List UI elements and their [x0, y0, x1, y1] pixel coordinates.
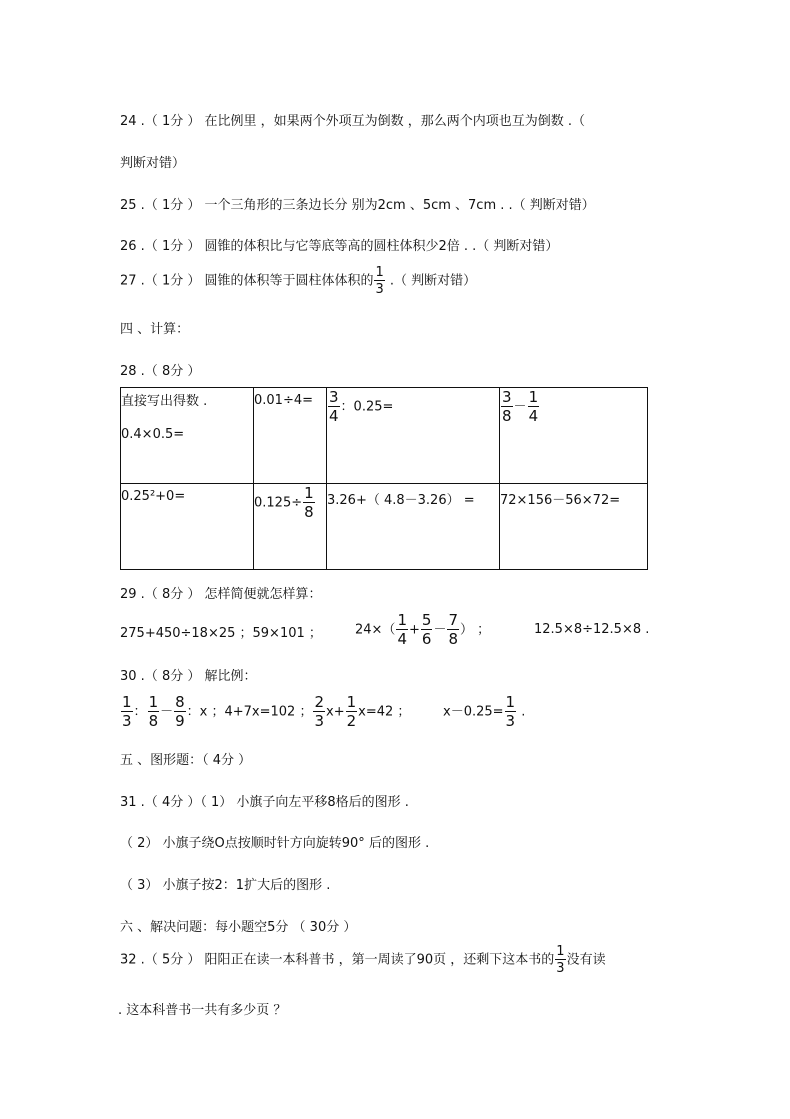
expr-0.01div4: 0.01÷4=: [254, 393, 314, 408]
question-31-part-2: （ 2） 小旗子绕O点按顺时针方向旋转90° 后的图形 .: [120, 836, 430, 851]
e2-f1-denominator: 4: [397, 630, 407, 648]
a-f2-denominator: 8: [148, 712, 159, 730]
expr-3.26-sum: 3.26+（ 4.8－3.26） =: [327, 493, 475, 508]
table-cell-f: [254, 484, 327, 570]
question-31-part-3: （ 3） 小旗子按2：1扩大后的图形 .: [120, 878, 331, 893]
fraction-2-3: [313, 695, 325, 729]
question-27: [120, 266, 476, 296]
fraction-one-third-q32: [555, 945, 565, 975]
table-cell-intro: [121, 388, 254, 484]
section-6-title: 六 、解决问题：每小题空5分 （ 30分 ）: [120, 920, 357, 935]
expr-0.4x0.5: 0.4×0.5=: [121, 427, 185, 442]
question-31: 31 .（ 4分 ）（ 1） 小旗子向左平移8格后的图形 .: [120, 795, 409, 810]
question-30-header: 30 .（ 8分 ） 解比例：: [120, 669, 257, 684]
fraction-1-4: [396, 613, 408, 647]
question-32: [120, 945, 606, 975]
b-mid: x+: [326, 704, 345, 720]
table-cell-d: [500, 388, 648, 484]
fraction-8-9: [174, 695, 186, 729]
cell-c-numerator: 3: [329, 388, 339, 406]
cell-d-denominator-1: 8: [502, 407, 512, 425]
q29-e2-op2: －: [433, 622, 447, 638]
fraction-three-eighths: [501, 390, 513, 424]
c-prefix: x－0.25=: [443, 704, 504, 720]
cell-f-numerator: 1: [304, 484, 314, 502]
question-24-continued: 判断对错）: [120, 156, 186, 171]
q27-suffix: .（ 判断对错）: [385, 273, 477, 289]
table-cell-c: [327, 388, 500, 484]
table-instruction: 直接写出得数 .: [121, 394, 208, 409]
b-rest: x=42 ；: [358, 704, 411, 720]
fraction-one-third: [374, 266, 384, 296]
q30-equation-1: [120, 695, 410, 729]
question-25: 25 .（ 1分 ） 一个三角形的三条边长分 别为2cm 、5cm 、7cm . .（ 判断对错）: [120, 198, 595, 213]
q29-expression-3: 12.5×8÷12.5×8 .: [534, 622, 650, 637]
b-f1-numerator: 2: [314, 693, 325, 711]
fraction-1-8: [148, 695, 160, 729]
a-f3-denominator: 9: [175, 712, 185, 730]
table-cell-b: [254, 388, 327, 484]
a-f2-numerator: 1: [148, 693, 159, 711]
a-f3-numerator: 8: [175, 693, 185, 711]
q29-e2-suffix: ） ；: [460, 622, 491, 638]
fraction-one-quarter: [528, 390, 540, 424]
b-f2-numerator: 1: [346, 693, 357, 711]
q32-frac-numerator: 1: [556, 944, 565, 959]
question-28-header: 28 .（ 8分 ）: [120, 364, 201, 379]
c-denominator: 3: [505, 712, 516, 730]
cell-d-denominator-2: 4: [528, 407, 539, 425]
question-26: 26 .（ 1分 ） 圆锥的体积比与它等底等高的圆柱体积少2倍 . .（ 判断对错）: [120, 239, 559, 254]
table-cell-e: [121, 484, 254, 570]
section-4-title: 四 、计算：: [120, 322, 190, 337]
cell-d-numerator-1: 3: [502, 388, 512, 406]
a-colon: ：: [133, 704, 147, 720]
e2-f3-denominator: 8: [448, 630, 458, 648]
a-dash: －: [160, 704, 174, 720]
cell-d-numerator-2: 1: [528, 388, 539, 406]
table-cell-g: [327, 484, 500, 570]
q32-prefix: 32 .（ 5分 ） 阳阳正在读一本科普书 ，第一周读了90页 ，还剩下这本书的: [120, 952, 555, 968]
c-numerator: 1: [505, 693, 516, 711]
a-rest: ：x ；4+7x=102 ；: [186, 704, 313, 720]
fraction-one-eighth: [303, 486, 315, 520]
mental-math-table: [120, 387, 648, 570]
table-cell-h: [500, 484, 648, 570]
cell-c-denominator: 4: [329, 407, 339, 425]
cell-f-denominator: 8: [304, 503, 314, 521]
expr-0.25-squared: 0.25²+0=: [121, 489, 186, 504]
fraction-1-3-c: [505, 695, 517, 729]
expr-72x156: 72×156－56×72=: [500, 493, 621, 508]
q32-suffix: 没有读: [566, 952, 606, 968]
b-f1-denominator: 3: [314, 712, 325, 730]
question-29-header: 29 .（ 8分 ） 怎样简便就怎样算：: [120, 587, 322, 602]
cell-f-prefix: 0.125÷: [254, 495, 303, 511]
q27-prefix: 27 .（ 1分 ） 圆锥的体积等于圆柱体体积的: [120, 273, 374, 289]
cell-d-operator: －: [513, 399, 527, 415]
fraction-1-2: [346, 695, 358, 729]
e2-f2-numerator: 5: [421, 611, 432, 629]
q29-e2-prefix: 24×（: [355, 622, 396, 638]
q30-equation-3: [443, 695, 525, 729]
fraction-three-quarters: [328, 390, 340, 424]
e2-f1-numerator: 1: [397, 611, 407, 629]
question-32-continued: . 这本科普书一共有多少页 ？: [118, 1003, 287, 1018]
a-f1-numerator: 1: [122, 693, 132, 711]
q29-expression-1: 275+450÷18×25 ；59×101 ；: [120, 626, 322, 641]
section-5-title: 五 、图形题：（ 4分 ）: [120, 753, 252, 768]
fraction-1-3: [121, 695, 133, 729]
cell-c-rest: ：0.25=: [340, 399, 394, 415]
a-f1-denominator: 3: [122, 712, 132, 730]
b-f2-denominator: 2: [346, 712, 357, 730]
c-suffix: .: [517, 704, 526, 720]
fraction-5-6: [421, 613, 433, 647]
q32-frac-denominator: 3: [556, 961, 565, 976]
e2-f2-denominator: 6: [421, 630, 432, 648]
fraction-7-8: [447, 613, 459, 647]
q29-e2-op1: +: [408, 622, 420, 638]
q27-frac-numerator: 1: [375, 265, 384, 280]
q27-frac-denominator: 3: [375, 282, 384, 297]
question-24: 24 .（ 1分 ） 在比例里 ，如果两个外项互为倒数 ，那么两个内项也互为倒数 .（: [120, 114, 586, 129]
q29-expression-2: [355, 613, 490, 647]
e2-f3-numerator: 7: [448, 611, 458, 629]
